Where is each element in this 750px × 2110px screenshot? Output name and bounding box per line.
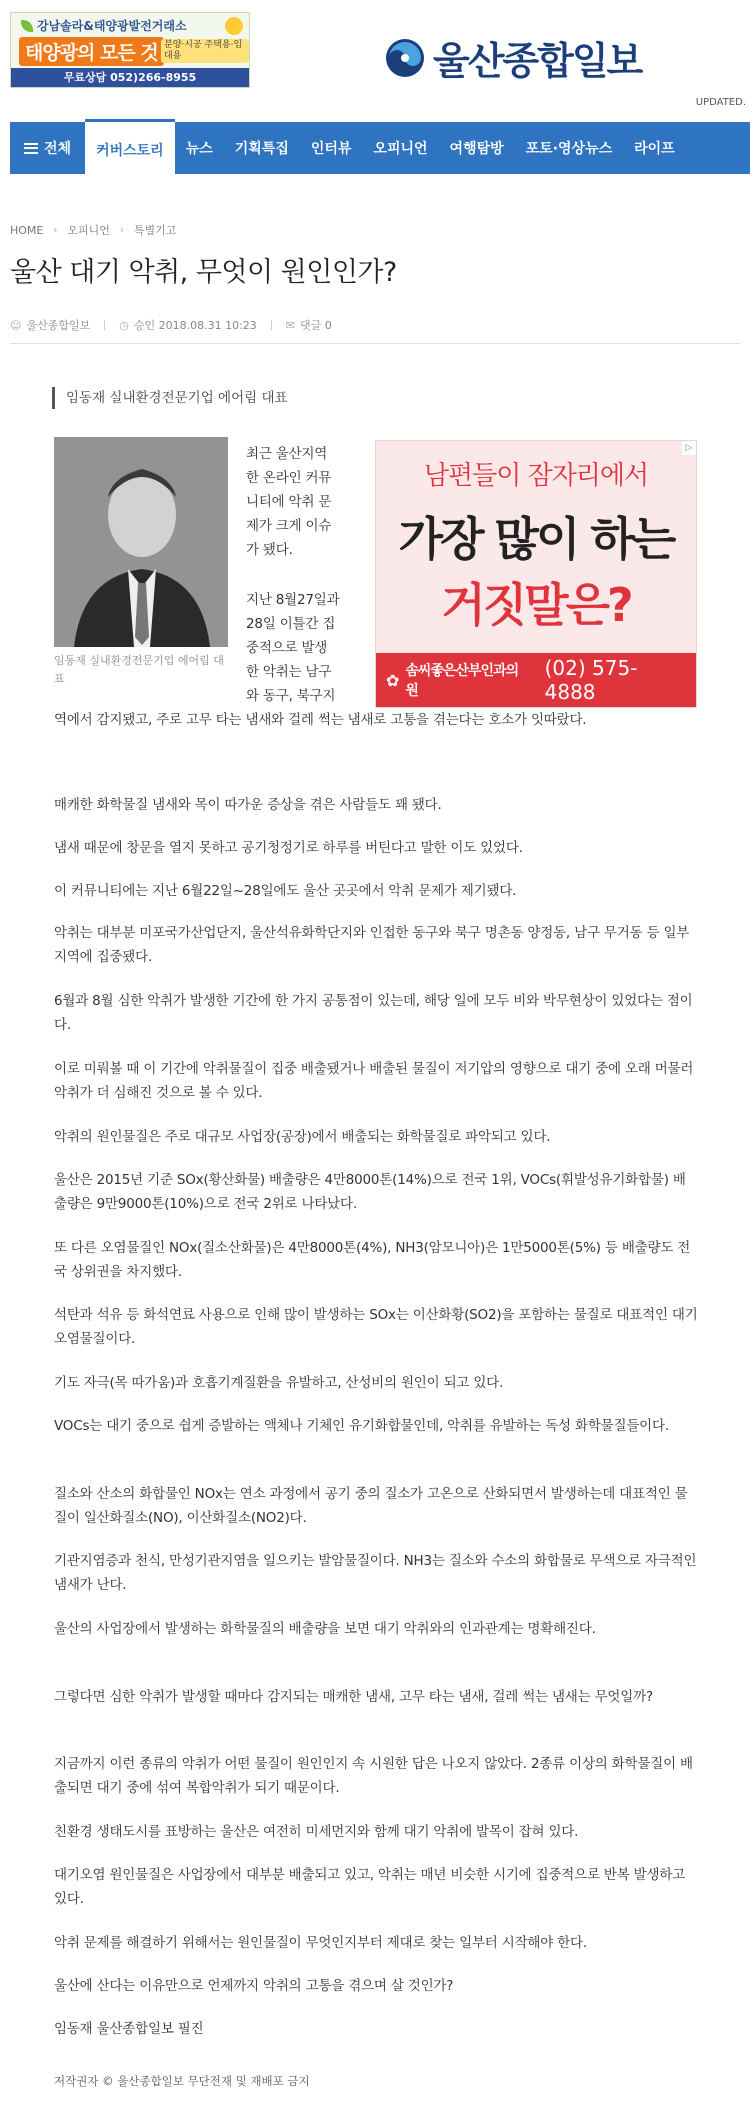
side-ad[interactable]: [375, 440, 697, 708]
meta-comments-text: 댓글 0: [300, 319, 332, 332]
nav-item-life[interactable]: 라이프: [634, 141, 675, 157]
breadcrumb-separator-icon: ›: [53, 224, 58, 236]
photo-caption: 임동재 실내환경전문기업 에어림 대표: [54, 654, 224, 685]
paragraph-line: 니티에 악취 문: [246, 494, 332, 510]
leaf-icon: [21, 20, 33, 32]
logo-text: 울산종합일보: [433, 39, 642, 83]
breadcrumb-special[interactable]: 특별기고: [133, 224, 177, 237]
article-paragraph: 이 커뮤니티에는 지난 6월22일~28일에도 울산 곳곳에서 악취 문제가 제기됐다.: [54, 883, 517, 899]
meta-divider-line: [10, 343, 740, 344]
article-paragraph: 울산에 산다는 이유만으로 언제까지 악취의 고통을 겪으며 살 것인가?: [54, 1978, 454, 1994]
top-ad-subtext: 분양·시공 주택용·임대용: [161, 39, 249, 63]
article-paragraph: 기도 자극(목 따가움)과 호흡기계질환을 유발하고, 산성비의 원인이 되고 있다.: [54, 1375, 504, 1391]
article-paragraph: 울산의 사업장에서 발생하는 화학물질의 배출량을 보면 대기 악취와의 인과관계는 명확해진다.: [54, 1621, 596, 1637]
meta-author-text: 울산종합일보: [26, 319, 91, 332]
nav-item-features[interactable]: 기획특집: [234, 141, 289, 157]
article-meta: [10, 317, 332, 333]
comment-icon: ✉: [285, 318, 295, 332]
top-ad-headline: 태양광의 모든 것: [19, 37, 164, 66]
paragraph-line: 지난 8월27일과: [246, 592, 340, 608]
adchoice-icon[interactable]: ▷: [682, 441, 696, 455]
article-paragraph: 이로 미뤄볼 때 이 기간에 악취물질이 집중 배출됐거나 배출된 물질이 저기압의 영향으로 대기 중에 오래 머물러 악취가 더 심해진 것으로 볼 수 있다.: [54, 1061, 694, 1101]
user-icon: ☺: [10, 318, 22, 332]
nav-item-cover-story[interactable]: 커버스토리: [85, 119, 175, 177]
breadcrumb: [10, 222, 176, 238]
top-banner-ad[interactable]: [10, 12, 250, 88]
breadcrumb-separator-icon: ›: [119, 224, 124, 236]
breadcrumb-home[interactable]: HOME: [10, 223, 44, 237]
logo-swirl-icon: [385, 38, 425, 78]
article-paragraph: 악취의 원인물질은 주로 대규모 사업장(공장)에서 배출되는 화학물질로 파악되고 있다.: [54, 1129, 551, 1145]
paragraph-line: 한 온라인 커뮤: [246, 470, 332, 486]
meta-divider: [104, 320, 105, 330]
article-paragraph: 그렇다면 심한 악취가 발생할 때마다 감지되는 매캐한 냄새, 고무 타는 냄새, 걸레 썩는 냄새는 무엇일까?: [54, 1689, 653, 1705]
side-ad-clinic: 솜씨좋은산부인과의원: [405, 663, 519, 699]
updated-label: UPDATED.: [695, 97, 746, 108]
nav-item-travel[interactable]: 여행탐방: [449, 141, 504, 157]
paragraph-line: 와 동구, 북구지: [246, 688, 336, 704]
meta-divider: [271, 320, 272, 330]
article-paragraph: 악취 문제를 해결하기 위해서는 원인물질이 무엇인지부터 제대로 찾는 일부터 시작해야 한다.: [54, 1935, 587, 1951]
hamburger-icon: [24, 143, 38, 154]
article-paragraph: 6월과 8월 심한 악취가 발생한 기간에 한 가지 공통점이 있는데, 해당 일에 모두 비와 박무현상이 있었다는 점이다.: [54, 993, 693, 1033]
paragraph-line: 한 악취는 남구: [246, 664, 332, 680]
clinic-icon: ✿: [386, 670, 400, 690]
copyright-notice: 저작권자 © 울산종합일보 무단전재 및 재배포 금지: [54, 2074, 310, 2088]
top-ad-company: [21, 17, 187, 34]
nav-item-opinion[interactable]: 오피니언: [373, 141, 428, 157]
breadcrumb-opinion[interactable]: 오피니언: [67, 224, 110, 237]
side-ad-footer: [376, 653, 696, 707]
paragraph-line: 가 됐다.: [246, 542, 293, 558]
side-ad-line3: 거짓말은?: [441, 578, 631, 632]
article-paragraph: 친환경 생태도시를 표방하는 울산은 여전히 미세먼지와 함께 대기 악취에 발목이 잡혀 있다.: [54, 1824, 579, 1840]
top-ad-company-text: 강남솔라&태양광발전거래소: [37, 19, 187, 33]
nav-item-photo-video[interactable]: 포토·영상뉴스: [525, 141, 613, 157]
nav-all-label: 전체: [44, 141, 72, 157]
article-paragraph: 석탄과 석유 등 화석연료 사용으로 인해 많이 발생하는 SOx는 이산화황(SO2)을 포함하는 물질로 대표적인 대기오염물질이다.: [54, 1307, 698, 1347]
sun-icon: [225, 17, 243, 35]
meta-author: [10, 317, 90, 333]
meta-comments[interactable]: [286, 317, 332, 333]
nav-item-interview[interactable]: 인터뷰: [310, 141, 352, 157]
top-ad-phone: 무료상담 052)266-8955: [11, 68, 249, 87]
meta-date-text: 승인 2018.08.31 10:23: [133, 319, 257, 332]
article-paragraph: 냄새 때문에 창문을 열지 못하고 공기청정기로 하루를 버틴다고 말한 이도 있었다.: [54, 840, 523, 856]
side-ad-line1: 남편들이 잠자리에서: [423, 461, 649, 491]
article-paragraph: 지금까지 이런 종류의 악취가 어떤 물질이 원인인지 속 시원한 답은 나오지 않았다. 2종류 이상의 화학물질이 배출되면 대기 중에 섞여 복합악취가 되기 때문이다.: [54, 1756, 693, 1796]
paragraph-line: 28일 이틀간 집: [246, 616, 336, 632]
nav-all-menu[interactable]: [10, 122, 85, 174]
side-ad-phone: (02) 575-4888: [544, 656, 638, 704]
article-paragraph-2-continued: 역에서 감지됐고, 주로 고무 타는 냄새와 걸레 썩는 냄새로 고통을 겪는다는 호소가 잇따랐다.: [54, 712, 587, 728]
article-paragraph: 또 다른 오염물질인 NOx(질소산화물)은 4만8000톤(4%), NH3(암모니아)은 1만5000톤(5%) 등 배출량도 전국 상위권을 차지했다.: [54, 1240, 691, 1280]
article-paragraph-1: [246, 442, 362, 562]
nav-item-news[interactable]: 뉴스: [185, 141, 213, 157]
article-paragraph: 기관지염증과 천식, 만성기관지염을 일으키는 발암물질이다. NH3는 질소와 수소의 화합물로 무색으로 자극적인 냄새가 난다.: [54, 1553, 697, 1593]
article-title: 울산 대기 악취, 무엇이 원인인가?: [10, 257, 397, 288]
paragraph-line: 최근 울산지역: [246, 446, 328, 462]
site-logo[interactable]: [385, 30, 641, 85]
author-photo: [54, 437, 228, 647]
article-paragraph: 악취는 대부분 미포국가산업단지, 울산석유화학단지와 인접한 동구와 북구 명촌동 양정동, 남구 무거동 등 일부 지역에 집중됐다.: [54, 925, 690, 965]
article-paragraph: VOCs는 대기 중으로 쉽게 증발하는 액체나 기체인 유기화합물인데, 악취를 유발하는 독성 화학물질들이다.: [54, 1418, 669, 1434]
main-nav: [10, 122, 750, 174]
article-paragraph-2: [246, 588, 362, 708]
article-subtitle: 임동재 실내환경전문기업 에어림 대표: [52, 387, 288, 409]
meta-date: [119, 317, 257, 333]
side-ad-line2: 가장 많이 하는: [398, 512, 674, 566]
clock-icon: ◷: [119, 318, 129, 332]
paragraph-line: 제가 크게 이슈: [246, 518, 332, 534]
article-paragraph: 매캐한 화학물질 냄새와 목이 따가운 증상을 겪은 사람들도 꽤 됐다.: [54, 797, 442, 813]
article-paragraph: 질소와 산소의 화합물인 NOx는 연소 과정에서 공기 중의 질소가 고온으로 산화되면서 발생하는데 대표적인 물질이 일산화질소(NO), 이산화질소(NO2)다.: [54, 1486, 688, 1526]
paragraph-line: 중적으로 발생: [246, 640, 328, 656]
article-paragraph: 대기오염 원인물질은 사업장에서 대부분 배출되고 있고, 악취는 매년 비슷한 시기에 집중적으로 반복 발생하고 있다.: [54, 1867, 686, 1907]
article-paragraph: 울산은 2015년 기준 SOx(황산화물) 배출량은 4만8000톤(14%)으로 전국 1위, VOCs(휘발성유기화합물) 배출량은 9만9000톤(10%)으로 전국 2위로 나타났다.: [54, 1172, 686, 1212]
article-byline: 임동재 울산종합일보 필진: [54, 2021, 204, 2037]
